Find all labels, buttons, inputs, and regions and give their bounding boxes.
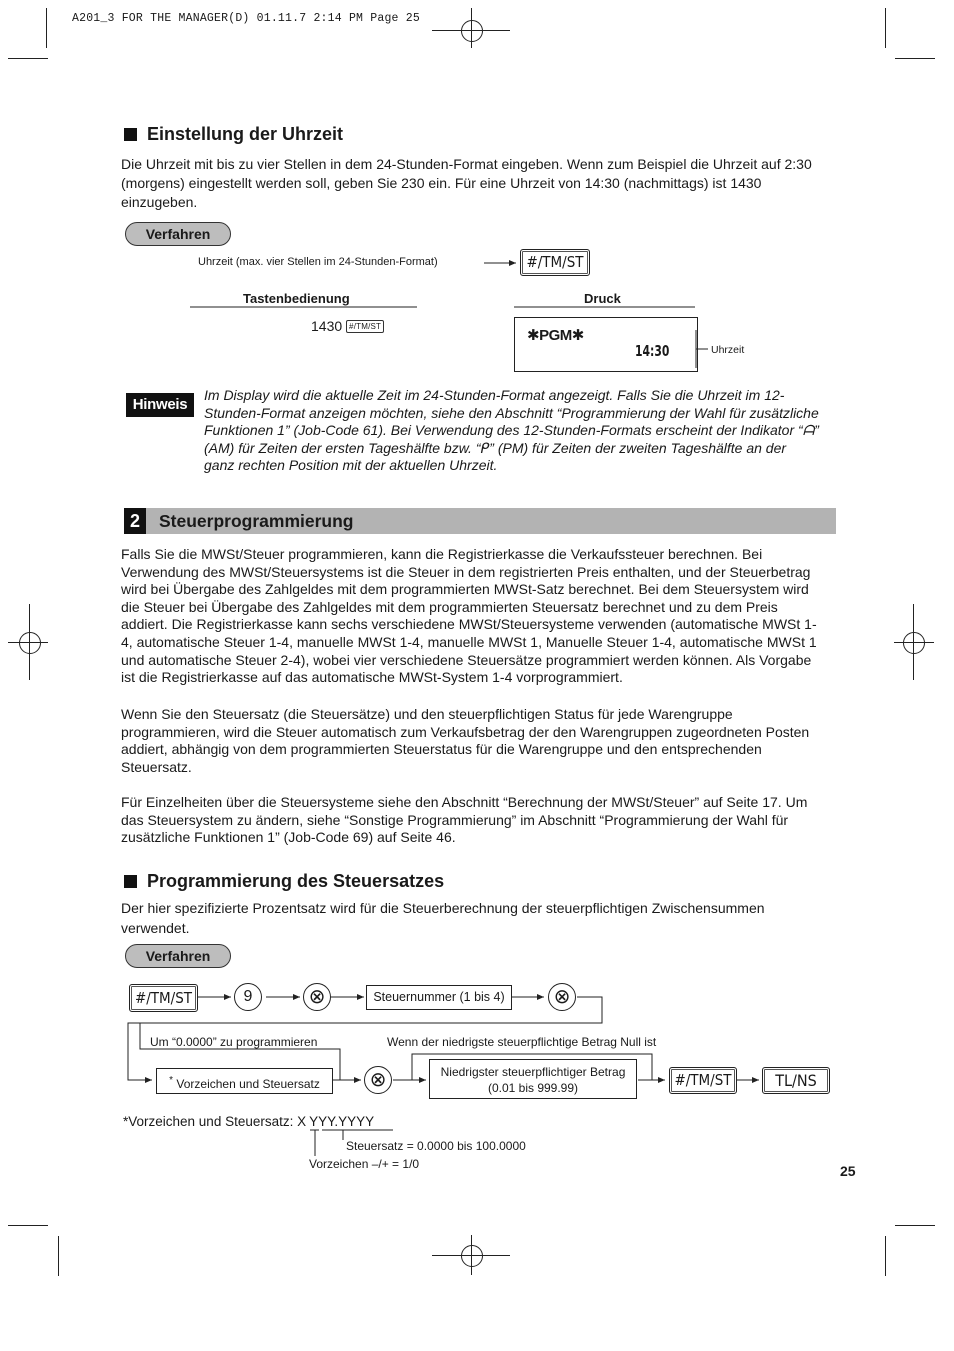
multiply-key-icon: ⊗ <box>303 983 331 1011</box>
tm-st-key: #/TM/ST <box>520 249 590 276</box>
text-line: Steuersatz. <box>121 758 192 775</box>
footnote-sign: Vorzeichen –/+ = 1/0 <box>309 1157 420 1171</box>
text-line: Der hier spezifizierte Prozentsatz wird für die Steuerberechnung der steuerpflichtigen Zwischensummen <box>121 900 765 916</box>
text-line: addiert, abhängig von dem programmierten Steuerstatus für die Warengruppe und den entsprechenden <box>121 741 762 758</box>
digits: 1430 <box>311 318 343 334</box>
tax-number-box: Steuernummer (1 bis 4) <box>366 985 512 1010</box>
procedure-label: Verfahren <box>125 222 231 246</box>
receipt-annotation: Uhrzeit <box>711 344 745 356</box>
text-line: Falls Sie die MWSt/Steuer programmieren, kann die Registrierkasse die Verkaufssteuer berechnen. Bei <box>121 546 763 562</box>
time-input-label: Uhrzeit (max. vier Stellen im 24-Stunden-Format) <box>198 256 438 268</box>
text-line: verwendet. <box>121 920 190 936</box>
procedure-label: Verfahren <box>125 944 231 968</box>
text-line: Für Einzelheiten über die Steuersysteme siehe den Abschnitt “Berechnung der MWSt/Steuer” auf Seite 17. Um <box>121 794 808 810</box>
text-line: Stunden-Format anzeigen möchten, siehe den Abschnitt “Programmierung der Wahl für zusätzliche <box>204 404 819 421</box>
tl-ns-key: TL/NS <box>762 1067 830 1094</box>
print-slug: A201_3 FOR THE MANAGER(D) 01.11.7 2:14 PM Page 25 <box>72 12 420 25</box>
footnote-star: * <box>169 1075 174 1086</box>
box-text: Vorzeichen und Steuersatz <box>176 1077 320 1091</box>
footnote-x: X <box>297 1114 307 1129</box>
text-line: einzugeben. <box>121 194 198 211</box>
col-header-keys: Tastenbedienung <box>243 291 350 306</box>
receipt-time: 14:30 <box>635 342 670 360</box>
footnote-label: *Vorzeichen und Steuersatz: <box>123 1114 294 1129</box>
footnote-yyy: YYY.YYYY <box>309 1114 375 1129</box>
text-line: addiert. Die Registrierkasse kann sechs verschiedene MWSt/Steuersysteme verwenden (automatische MWSt 1- <box>121 616 817 633</box>
text-line: Funktionen 1” (Job-Code 61). Bei Verwendung des 12-Stunden-Formats erscheint der Indikator “ᗩ” <box>204 422 819 439</box>
note-badge: Hinweis <box>126 393 194 417</box>
tm-st-key-small: #/TM/ST <box>346 320 384 333</box>
section-title-tax: Steuerprogrammierung <box>159 511 354 531</box>
text-line: wird bei Übergabe des Zahlgeldes mit dem programmierten MWSt-Satz berechnet. Bei dem Steuersystem wird <box>121 581 809 598</box>
heading-text: Programmierung des Steuersatzes <box>147 871 445 891</box>
heading-text: Einstellung der Uhrzeit <box>147 124 344 144</box>
tm-st-key: #/TM/ST <box>129 984 198 1012</box>
text-line: 4, automatische Steuer 1-4, manuelle MWSt 1-4, manuelle MWSt 1, Manuelle Steuer 1-4, automatische MWSt 1 <box>121 633 817 650</box>
text-line: Verwendung des MWSt/Steuersystems ist die Steuer in dem registrierten Preis enthalten, und der Steuerbetrag <box>121 563 811 580</box>
multiply-key-icon: ⊗ <box>364 1066 392 1094</box>
nine-key: 9 <box>234 983 262 1011</box>
branch-label-min: Wenn der niedrigste steuerpflichtige Betrag Null ist <box>387 1035 657 1049</box>
branch-label-zero: Um “0.0000” zu programmieren <box>150 1035 318 1049</box>
text-line: (AM) für Zeiten der ersten Tageshälfte bzw. “ᑭ” (PM) für Zeiten der zweiten Tageshälfte an der <box>204 439 787 456</box>
text-line: (morgens) eingestellt werden soll, geben Sie 230 ein. Für eine Uhrzeit von 14:30 (nachmittags) ist 1430 <box>121 175 762 192</box>
text-line: das Steuersystem zu ändern, siehe “Sonstige Programmierung” im Abschnitt “Programmierung der Wahl für <box>121 811 789 828</box>
box-text: (0.01 bis 999.99) <box>487 1081 579 1095</box>
text-line: ist die Registrierkasse auf das automatische MWSt-System 1-4 vorprogrammiert. <box>121 669 623 686</box>
min-taxable-box <box>429 1059 637 1099</box>
text-line: die Steuer bei Übergabe des Zahlgeldes mit dem programmierten Steuersatz berechnet und zu dem Preis <box>121 598 778 615</box>
box-text: Niedrigster steuerpflichtiger Betrag <box>440 1065 626 1079</box>
text-line: ganz rechten Position mit der aktuellen Uhrzeit. <box>204 457 498 474</box>
text-line: programmieren, wird die Steuer automatisch zum Verkaufsbetrag der den Warengruppen zugeordneten Posten <box>121 723 810 740</box>
text-line: und automatische Steuer 2-4), wobei vier verschiedene Steuersätze programmiert werden können. Als Vorgabe <box>121 651 812 668</box>
footnote-rate: Steuersatz = 0.0000 bis 100.0000 <box>346 1139 526 1153</box>
text-line: Die Uhrzeit mit bis zu vier Stellen in dem 24-Stunden-Format eingeben. Wenn zum Beispiel die Uhrzeit auf 2:30 <box>121 156 812 172</box>
sign-and-rate-box <box>156 1068 333 1094</box>
footnote <box>123 1114 374 1129</box>
section-number: 2 <box>124 508 146 534</box>
text-line: Im Display wird die aktuelle Zeit im 24-Stunden-Format angezeigt. Falls Sie die Uhrzeit im 12- <box>204 387 785 403</box>
tm-st-key: #/TM/ST <box>669 1067 737 1094</box>
col-header-print: Druck <box>584 291 621 306</box>
multiply-key-icon: ⊗ <box>548 983 576 1011</box>
page-number: 25 <box>840 1163 856 1179</box>
text-line: Wenn Sie den Steuersatz (die Steuersätze) und den steuerpflichtigen Status für jede Warengruppe <box>121 706 733 722</box>
receipt-pgm: ✱PGM✱ <box>527 327 584 344</box>
text-line: zusätzliche Funktionen 1” (Job-Code 69) auf Seite 46. <box>121 829 456 846</box>
